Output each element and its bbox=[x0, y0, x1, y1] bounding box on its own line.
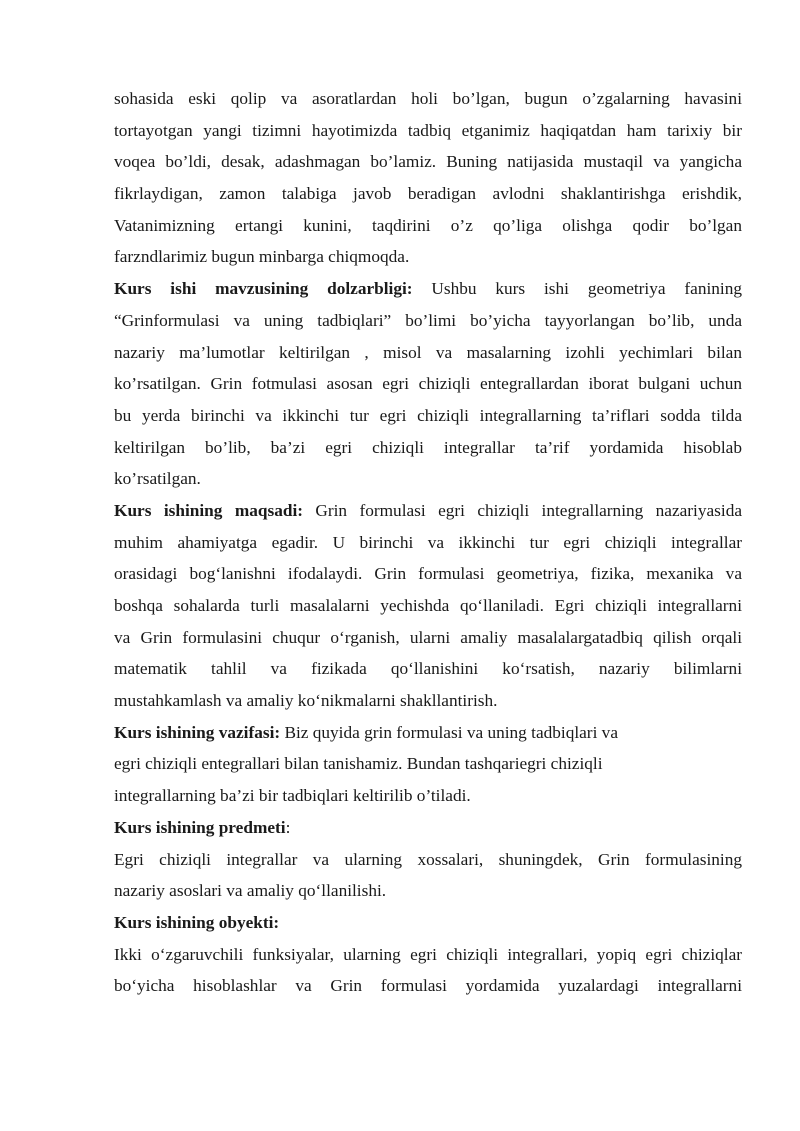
body-text-line bbox=[114, 368, 742, 400]
paragraph-text: Biz quyida grin formulasi va uning tadbiqlari va bbox=[280, 722, 618, 742]
paragraph-text: ko’rsatilgan. Grin fotmulasi asosan egri chiziqli entegrallardan iborat bulgani uchun bbox=[114, 374, 742, 394]
body-text-line bbox=[114, 146, 742, 178]
section-heading: Kurs ishining predmeti bbox=[114, 817, 286, 837]
body-text-line bbox=[114, 210, 742, 242]
paragraph-text: Ushbu kurs ishi geometriya fanining bbox=[412, 279, 742, 299]
section-heading-line bbox=[114, 907, 742, 939]
body-text-line bbox=[114, 400, 742, 432]
paragraph-text: Vatanimizning ertangi kunini, taqdirini o’z qo’liga olishga qodir bo’lgan bbox=[114, 215, 742, 235]
body-text-line bbox=[114, 875, 742, 907]
body-text-line bbox=[114, 305, 742, 337]
section-heading-line bbox=[114, 717, 742, 749]
body-text-line bbox=[114, 558, 742, 590]
section-heading-line bbox=[114, 273, 742, 305]
body-text-line bbox=[114, 622, 742, 654]
paragraph-text: orasidagi bog‘lanishni ifodalaydi. Grin formulasi geometriya, fizika, mexanika va bbox=[114, 564, 742, 584]
body-text-line bbox=[114, 653, 742, 685]
paragraph-text: keltirilgan bo’lib, ba’zi egri chiziqli integrallar ta’rif yordamida hisoblab bbox=[114, 437, 742, 457]
paragraph-text: “Grinformulasi va uning tadbiqlari” bo’limi bo’yicha tayyorlangan bo’lib, unda bbox=[114, 310, 742, 330]
section-heading: Kurs ishining vazifasi: bbox=[114, 722, 281, 742]
section-heading: Kurs ishi mavzusining dolzarbligi: bbox=[114, 279, 413, 299]
body-text-line bbox=[114, 463, 742, 495]
paragraph-text: voqea bo’ldi, desak, adashmagan bo’lamiz. Buning natijasida mustaqil va yangicha bbox=[114, 152, 742, 172]
section-heading: Kurs ishining obyekti: bbox=[114, 912, 280, 932]
paragraph-text: ko’rsatilgan. bbox=[114, 469, 201, 489]
body-text-line bbox=[114, 83, 742, 115]
body-text-line bbox=[114, 939, 742, 971]
paragraph-text: tortayotgan yangi tizimni hayotimizda tadbiq etganimiz haqiqatdan ham tarixiy bir bbox=[114, 120, 742, 140]
paragraph-text: Egri chiziqli integrallar va ularning xossalari, shuningdek, Grin formulasining bbox=[114, 849, 742, 869]
paragraph-text: muhim ahamiyatga egadir. U birinchi va ikkinchi tur egri chiziqli integrallar bbox=[114, 532, 742, 552]
paragraph-text: sohasida eski qolip va asoratlardan holi bo’lgan, bugun o’zgalarning havasini bbox=[114, 89, 742, 108]
body-text-line bbox=[114, 844, 742, 876]
paragraph-text: bu yerda birinchi va ikkinchi tur egri chiziqli integrallarning ta’riflari sodda tilda bbox=[114, 405, 742, 425]
paragraph-text: Ikki o‘zgaruvchili funksiyalar, ularning egri chiziqli integrallari, yopiq egri chiziqlar bbox=[114, 944, 742, 964]
section-heading-line bbox=[114, 495, 742, 527]
document-page bbox=[114, 83, 742, 1002]
section-heading-line bbox=[114, 812, 742, 844]
paragraph-text: nazariy asoslari va amaliy qo‘llanilishi. bbox=[114, 881, 387, 901]
paragraph-text: bo‘yicha hisoblashlar va Grin formulasi yordamida yuzalardagi integrallarni bbox=[114, 976, 742, 996]
paragraph-text: va Grin formulasini chuqur o‘rganish, ularni amaliy masalalargatadbiq qilish orqali bbox=[114, 627, 742, 647]
paragraph-text: boshqa sohalarda turli masalalarni yechishda qo‘llaniladi. Egri chiziqli integrallarni bbox=[114, 596, 742, 615]
paragraph-text: fikrlaydigan, zamon talabiga javob beradigan avlodni shaklantirishga erishdik, bbox=[114, 184, 742, 204]
body-text-line bbox=[114, 115, 742, 147]
body-text-line bbox=[114, 748, 742, 780]
paragraph-text: : bbox=[285, 817, 291, 837]
body-text-line bbox=[114, 970, 742, 1002]
body-text-line bbox=[114, 527, 742, 559]
section-heading: Kurs ishining maqsadi: bbox=[114, 500, 304, 520]
paragraph-text: farzndlarimiz bugun minbarga chiqmoqda. bbox=[114, 247, 410, 267]
body-text-line bbox=[114, 432, 742, 464]
paragraph-text: nazariy ma’lumotlar keltirilgan , misol va masalarning izohli yechimlari bilan bbox=[114, 342, 742, 362]
body-text-line bbox=[114, 241, 742, 273]
paragraph-text: matematik tahlil va fizikada qo‘llanishini ko‘rsatish, nazariy bilimlarni bbox=[114, 659, 742, 679]
paragraph-text: Grin formulasi egri chiziqli integrallarning nazariyasida bbox=[303, 500, 742, 520]
body-text-line bbox=[114, 178, 742, 210]
paragraph-text: mustahkamlash va amaliy ko‘nikmalarni shakllantirish. bbox=[114, 691, 498, 711]
body-text-line bbox=[114, 780, 742, 812]
paragraph-text: integrallarning ba’zi bir tadbiqlari keltirilib o’tiladi. bbox=[114, 786, 471, 806]
body-text-line bbox=[114, 337, 742, 369]
body-text-line bbox=[114, 590, 742, 622]
body-text-line bbox=[114, 685, 742, 717]
paragraph-text: egri chiziqli entegrallari bilan tanishamiz. Bundan tashqariegri chiziqli bbox=[114, 754, 603, 774]
